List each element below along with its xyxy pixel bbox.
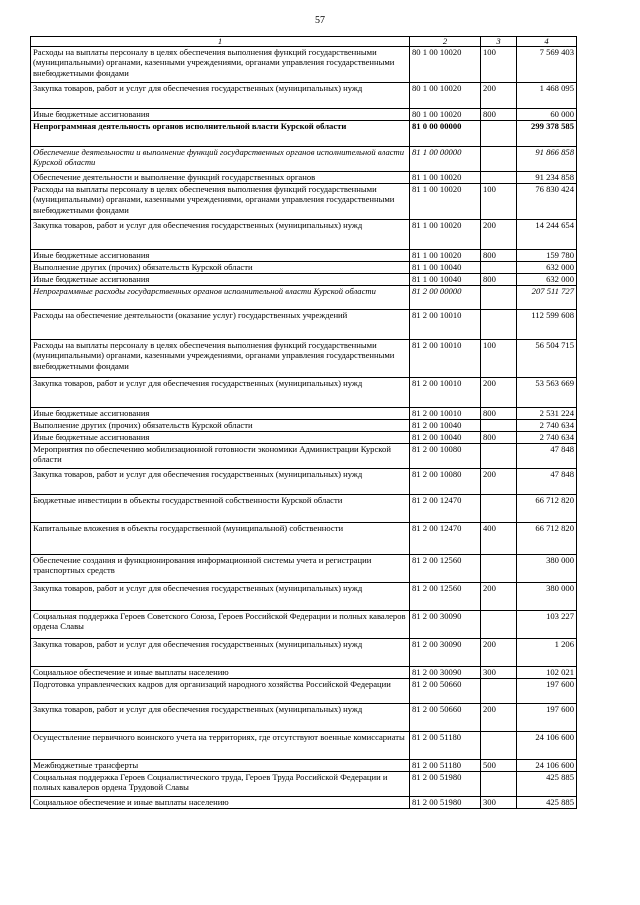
header-col-code: 2 bbox=[410, 37, 481, 47]
cell-name: Расходы на выплаты персоналу в целях обеспечения выполнения функций государственными (муниципальными) органами, казенными учреждениями, органами управления государственными внебюджетными фондами bbox=[31, 340, 410, 378]
cell-amount: 197 600 bbox=[517, 679, 577, 704]
table-row bbox=[31, 340, 577, 378]
budget-table bbox=[30, 36, 577, 809]
cell-vr bbox=[481, 286, 517, 310]
cell-amount: 2 740 634 bbox=[517, 420, 577, 432]
table-row bbox=[31, 378, 577, 408]
cell-amount: 380 000 bbox=[517, 555, 577, 583]
cell-name: Расходы на выплаты персоналу в целях обеспечения выполнения функций государственными (муниципальными) органами, казенными учреждениями, органами управления государственными внебюджетными фондами bbox=[31, 47, 410, 83]
cell-amount: 47 848 bbox=[517, 444, 577, 469]
cell-code: 81 0 00 00000 bbox=[410, 121, 481, 147]
cell-amount: 207 511 727 bbox=[517, 286, 577, 310]
cell-name: Капитальные вложения в объекты государственной (муниципальной) собственности bbox=[31, 523, 410, 555]
cell-vr bbox=[481, 147, 517, 172]
table-row bbox=[31, 250, 577, 262]
cell-name: Выполнение других (прочих) обязательств Курской области bbox=[31, 262, 410, 274]
cell-name: Обеспечение создания и функционирования информационной системы учета и регистрации транспортных средств bbox=[31, 555, 410, 583]
cell-vr bbox=[481, 310, 517, 340]
cell-vr: 100 bbox=[481, 184, 517, 220]
cell-vr: 200 bbox=[481, 220, 517, 250]
table-row bbox=[31, 274, 577, 286]
cell-name: Социальное обеспечение и иные выплаты населению bbox=[31, 797, 410, 809]
cell-code: 81 1 00 10040 bbox=[410, 262, 481, 274]
cell-vr: 800 bbox=[481, 250, 517, 262]
cell-amount: 159 780 bbox=[517, 250, 577, 262]
cell-code: 81 2 00 10010 bbox=[410, 310, 481, 340]
cell-code: 80 1 00 10020 bbox=[410, 47, 481, 83]
table-row bbox=[31, 47, 577, 83]
cell-code: 81 1 00 10020 bbox=[410, 172, 481, 184]
cell-amount: 53 563 669 bbox=[517, 378, 577, 408]
cell-amount: 2 740 634 bbox=[517, 432, 577, 444]
cell-vr bbox=[481, 555, 517, 583]
table-row bbox=[31, 760, 577, 772]
cell-amount: 24 106 600 bbox=[517, 732, 577, 760]
cell-name: Расходы на обеспечение деятельности (оказание услуг) государственных учреждений bbox=[31, 310, 410, 340]
cell-amount: 24 106 600 bbox=[517, 760, 577, 772]
cell-code: 81 2 00 12470 bbox=[410, 523, 481, 555]
cell-name: Закупка товаров, работ и услуг для обеспечения государственных (муниципальных) нужд bbox=[31, 83, 410, 109]
cell-code: 81 2 00 51980 bbox=[410, 797, 481, 809]
cell-vr: 800 bbox=[481, 109, 517, 121]
cell-code: 81 2 00 10010 bbox=[410, 408, 481, 420]
cell-vr: 200 bbox=[481, 639, 517, 667]
cell-code: 81 1 00 10040 bbox=[410, 274, 481, 286]
cell-code: 81 2 00 12560 bbox=[410, 583, 481, 611]
cell-vr bbox=[481, 611, 517, 639]
cell-name: Закупка товаров, работ и услуг для обеспечения государственных (муниципальных) нужд bbox=[31, 639, 410, 667]
cell-name: Выполнение других (прочих) обязательств Курской области bbox=[31, 420, 410, 432]
table-row bbox=[31, 262, 577, 274]
cell-code: 81 2 00 10040 bbox=[410, 432, 481, 444]
cell-amount: 2 531 224 bbox=[517, 408, 577, 420]
cell-amount: 425 885 bbox=[517, 797, 577, 809]
cell-name: Иные бюджетные ассигнования bbox=[31, 250, 410, 262]
cell-vr: 800 bbox=[481, 274, 517, 286]
cell-code: 80 1 00 10020 bbox=[410, 83, 481, 109]
cell-code: 81 2 00 30090 bbox=[410, 611, 481, 639]
table-row bbox=[31, 523, 577, 555]
header-col-vr: 3 bbox=[481, 37, 517, 47]
cell-vr: 800 bbox=[481, 408, 517, 420]
cell-amount: 91 234 858 bbox=[517, 172, 577, 184]
cell-name: Подготовка управленческих кадров для организаций народного хозяйства Российской Федерации bbox=[31, 679, 410, 704]
cell-code: 81 2 00 10080 bbox=[410, 469, 481, 495]
cell-vr bbox=[481, 420, 517, 432]
cell-vr: 800 bbox=[481, 432, 517, 444]
cell-name: Непрограммные расходы государственных органов исполнительной власти Курской области bbox=[31, 286, 410, 310]
table-row bbox=[31, 172, 577, 184]
table-row bbox=[31, 109, 577, 121]
cell-amount: 76 830 424 bbox=[517, 184, 577, 220]
cell-name: Обеспечение деятельности и выполнение функций государственных органов bbox=[31, 172, 410, 184]
cell-name: Иные бюджетные ассигнования bbox=[31, 408, 410, 420]
cell-code: 81 1 00 00000 bbox=[410, 147, 481, 172]
cell-vr: 200 bbox=[481, 583, 517, 611]
table-row bbox=[31, 286, 577, 310]
cell-vr bbox=[481, 732, 517, 760]
cell-code: 81 2 00 12470 bbox=[410, 495, 481, 523]
cell-code: 81 2 00 10080 bbox=[410, 444, 481, 469]
table-row bbox=[31, 310, 577, 340]
cell-vr bbox=[481, 772, 517, 797]
cell-amount: 66 712 820 bbox=[517, 523, 577, 555]
cell-name: Социальная поддержка Героев Социалистического труда, Героев Труда Российской Федерации и полных кавалеров ордена Трудовой Славы bbox=[31, 772, 410, 797]
cell-vr bbox=[481, 262, 517, 274]
cell-code: 81 2 00 00000 bbox=[410, 286, 481, 310]
table-row bbox=[31, 220, 577, 250]
table-row bbox=[31, 679, 577, 704]
cell-name: Расходы на выплаты персоналу в целях обеспечения выполнения функций государственными (муниципальными) органами, казенными учреждениями, органами управления государственными внебюджетными фондами bbox=[31, 184, 410, 220]
header-col-amount: 4 bbox=[517, 37, 577, 47]
cell-amount: 103 227 bbox=[517, 611, 577, 639]
cell-code: 81 2 00 12560 bbox=[410, 555, 481, 583]
page-number: 57 bbox=[315, 15, 325, 26]
cell-amount: 632 000 bbox=[517, 274, 577, 286]
cell-vr: 300 bbox=[481, 797, 517, 809]
cell-name: Закупка товаров, работ и услуг для обеспечения государственных (муниципальных) нужд bbox=[31, 378, 410, 408]
table-row bbox=[31, 704, 577, 732]
cell-code: 81 1 00 10020 bbox=[410, 250, 481, 262]
cell-name: Непрограммная деятельность органов исполнительной власти Курской области bbox=[31, 121, 410, 147]
cell-amount: 56 504 715 bbox=[517, 340, 577, 378]
cell-amount: 91 866 858 bbox=[517, 147, 577, 172]
cell-name: Иные бюджетные ассигнования bbox=[31, 274, 410, 286]
table-row bbox=[31, 639, 577, 667]
table-row bbox=[31, 555, 577, 583]
cell-name: Бюджетные инвестиции в объекты государственной собственности Курской области bbox=[31, 495, 410, 523]
cell-code: 81 1 00 10020 bbox=[410, 220, 481, 250]
cell-vr: 500 bbox=[481, 760, 517, 772]
cell-name: Социальное обеспечение и иные выплаты населению bbox=[31, 667, 410, 679]
cell-name: Иные бюджетные ассигнования bbox=[31, 109, 410, 121]
cell-vr bbox=[481, 444, 517, 469]
table-row bbox=[31, 583, 577, 611]
cell-code: 81 2 00 30090 bbox=[410, 639, 481, 667]
table-row bbox=[31, 121, 577, 147]
cell-code: 81 2 00 50660 bbox=[410, 679, 481, 704]
cell-vr bbox=[481, 172, 517, 184]
table-row bbox=[31, 408, 577, 420]
cell-vr: 400 bbox=[481, 523, 517, 555]
cell-name: Закупка товаров, работ и услуг для обеспечения государственных (муниципальных) нужд bbox=[31, 704, 410, 732]
table-row bbox=[31, 469, 577, 495]
table-row bbox=[31, 420, 577, 432]
cell-code: 81 2 00 10040 bbox=[410, 420, 481, 432]
cell-vr: 300 bbox=[481, 667, 517, 679]
cell-name: Межбюджетные трансферты bbox=[31, 760, 410, 772]
cell-amount: 47 848 bbox=[517, 469, 577, 495]
cell-amount: 112 599 608 bbox=[517, 310, 577, 340]
table-row bbox=[31, 83, 577, 109]
table-header-row bbox=[31, 37, 577, 47]
cell-amount: 425 885 bbox=[517, 772, 577, 797]
cell-amount: 299 378 585 bbox=[517, 121, 577, 147]
cell-code: 81 2 00 50660 bbox=[410, 704, 481, 732]
cell-vr bbox=[481, 679, 517, 704]
cell-name: Обеспечение деятельности и выполнение функций государственных органов исполнительной власти Курской области bbox=[31, 147, 410, 172]
table-row bbox=[31, 184, 577, 220]
cell-name: Социальная поддержка Героев Советского Союза, Героев Российской Федерации и полных кавалеров ордена Славы bbox=[31, 611, 410, 639]
table-row bbox=[31, 432, 577, 444]
cell-code: 81 2 00 51980 bbox=[410, 772, 481, 797]
cell-vr: 100 bbox=[481, 340, 517, 378]
table-row bbox=[31, 611, 577, 639]
cell-vr: 200 bbox=[481, 83, 517, 109]
table-row bbox=[31, 147, 577, 172]
cell-amount: 102 021 bbox=[517, 667, 577, 679]
cell-name: Осуществление первичного воинского учета на территориях, где отсутствуют военные комиссариаты bbox=[31, 732, 410, 760]
cell-vr: 200 bbox=[481, 704, 517, 732]
cell-code: 80 1 00 10020 bbox=[410, 109, 481, 121]
table-row bbox=[31, 772, 577, 797]
table-row bbox=[31, 444, 577, 469]
table-row bbox=[31, 797, 577, 809]
cell-amount: 7 569 403 bbox=[517, 47, 577, 83]
cell-vr: 100 bbox=[481, 47, 517, 83]
cell-vr: 200 bbox=[481, 469, 517, 495]
header-col-name: 1 bbox=[31, 37, 410, 47]
cell-vr bbox=[481, 121, 517, 147]
cell-amount: 60 000 bbox=[517, 109, 577, 121]
cell-name: Закупка товаров, работ и услуг для обеспечения государственных (муниципальных) нужд bbox=[31, 220, 410, 250]
cell-vr: 200 bbox=[481, 378, 517, 408]
cell-name: Иные бюджетные ассигнования bbox=[31, 432, 410, 444]
cell-code: 81 2 00 51180 bbox=[410, 732, 481, 760]
cell-code: 81 1 00 10020 bbox=[410, 184, 481, 220]
cell-amount: 632 000 bbox=[517, 262, 577, 274]
cell-name: Мероприятия по обеспечению мобилизационной готовности экономики Администрации Курской области bbox=[31, 444, 410, 469]
cell-name: Закупка товаров, работ и услуг для обеспечения государственных (муниципальных) нужд bbox=[31, 469, 410, 495]
cell-amount: 1 468 095 bbox=[517, 83, 577, 109]
cell-code: 81 2 00 10010 bbox=[410, 340, 481, 378]
cell-amount: 197 600 bbox=[517, 704, 577, 732]
cell-code: 81 2 00 30090 bbox=[410, 667, 481, 679]
cell-amount: 14 244 654 bbox=[517, 220, 577, 250]
table-row bbox=[31, 732, 577, 760]
cell-code: 81 2 00 51180 bbox=[410, 760, 481, 772]
cell-amount: 380 000 bbox=[517, 583, 577, 611]
cell-name: Закупка товаров, работ и услуг для обеспечения государственных (муниципальных) нужд bbox=[31, 583, 410, 611]
cell-amount: 1 206 bbox=[517, 639, 577, 667]
table-row bbox=[31, 495, 577, 523]
cell-vr bbox=[481, 495, 517, 523]
cell-amount: 66 712 820 bbox=[517, 495, 577, 523]
table-row bbox=[31, 667, 577, 679]
cell-code: 81 2 00 10010 bbox=[410, 378, 481, 408]
